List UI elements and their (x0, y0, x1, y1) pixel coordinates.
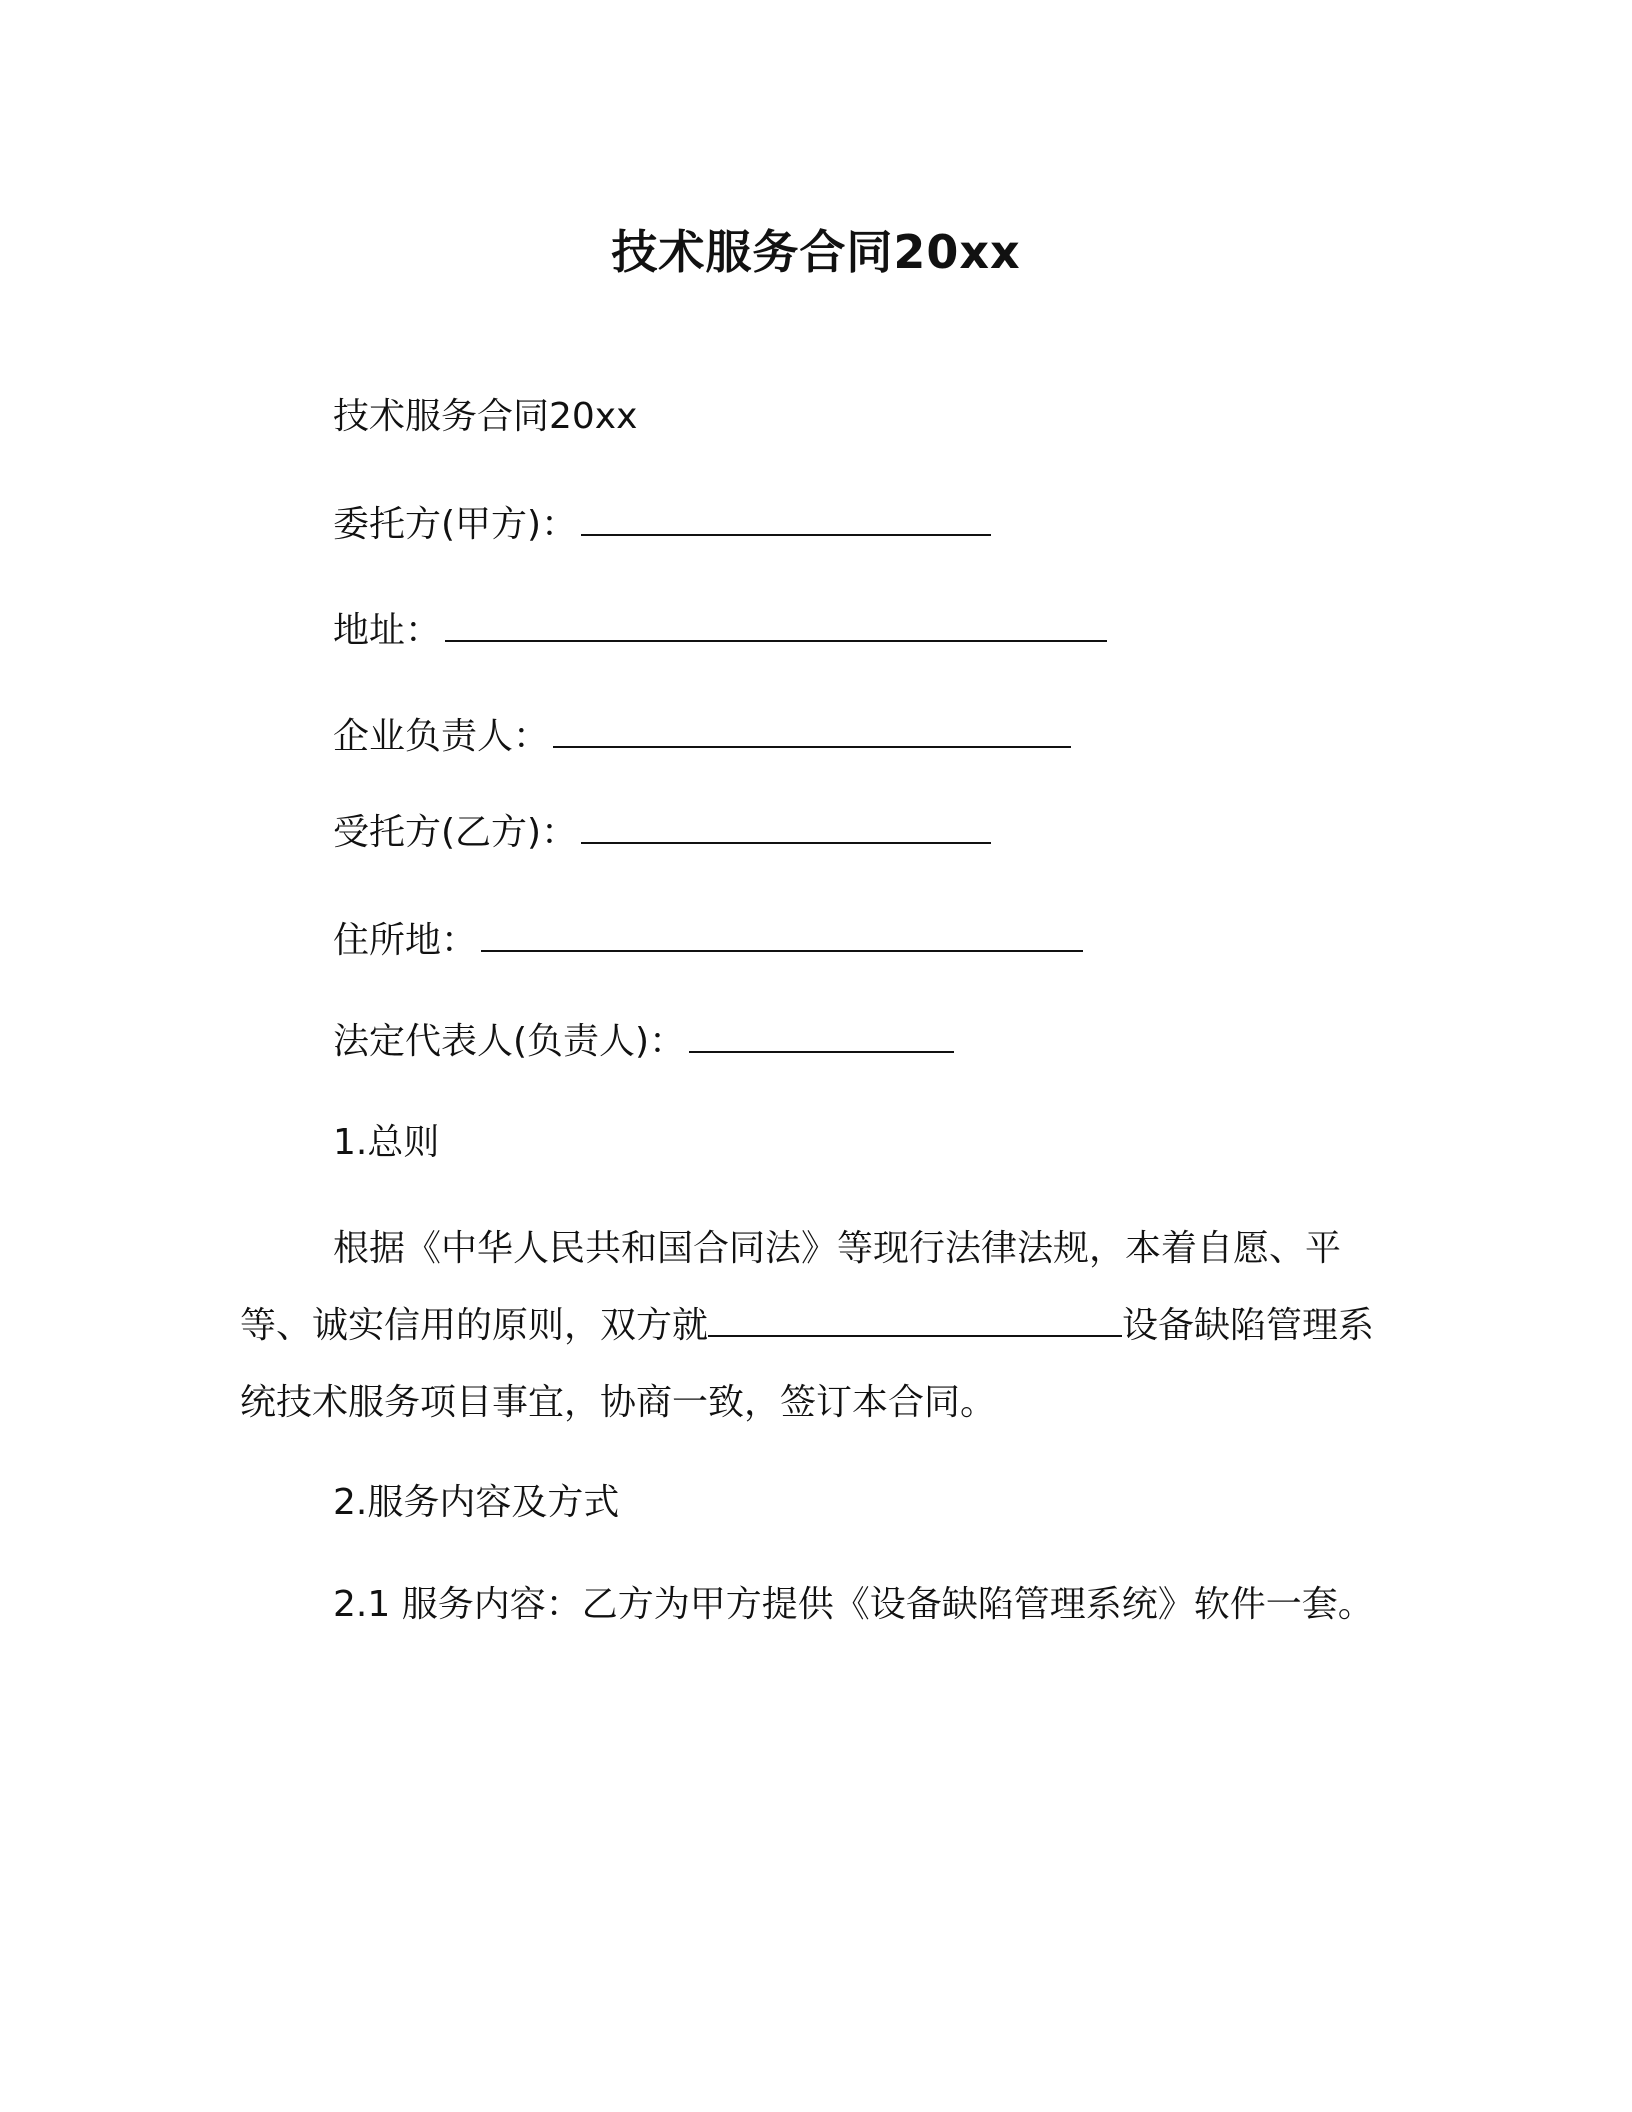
legal-rep-field (333, 1015, 954, 1067)
section-2-heading: 2.服务内容及方式 (333, 1482, 620, 1523)
section-1-paragraph (240, 1210, 1390, 1441)
address-label: 地址： (333, 610, 442, 651)
residence-label: 住所地： (333, 920, 478, 961)
section-1-text-before: 根据《中华人民共和国合同法》等现行法律法规，本着自愿、平等、诚实信用的原则，双方就 (240, 1228, 1342, 1346)
client-label: 委托方(甲方)： (333, 504, 578, 545)
address-field (333, 604, 1107, 656)
section-2-item-1: 2.1 服务内容：乙方为甲方提供《设备缺陷管理系统》软件一套。 (333, 1584, 1374, 1625)
address-blank (445, 604, 1107, 642)
client-field (333, 498, 991, 550)
company-head-label: 企业负责人： (333, 716, 550, 757)
legal-rep-label: 法定代表人(负责人)： (333, 1021, 686, 1062)
company-head-blank (553, 710, 1071, 748)
residence-field (333, 914, 1083, 966)
section-1-heading: 1.总则 (333, 1122, 440, 1163)
document-subtitle: 技术服务合同20xx (333, 396, 638, 437)
contractor-blank (581, 806, 991, 844)
contractor-field (333, 806, 991, 858)
company-head-field (333, 710, 1071, 762)
contractor-label: 受托方(乙方)： (333, 812, 578, 853)
section-1-text-after: 设备缺陷管理系统技术服务项目事宜，协商一致，签订本合同。 (240, 1305, 1375, 1423)
legal-rep-blank (689, 1015, 954, 1053)
residence-blank (481, 914, 1083, 952)
document-title: 技术服务合同20xx (611, 225, 1021, 279)
client-blank (581, 498, 991, 536)
project-name-blank (708, 1301, 1122, 1337)
